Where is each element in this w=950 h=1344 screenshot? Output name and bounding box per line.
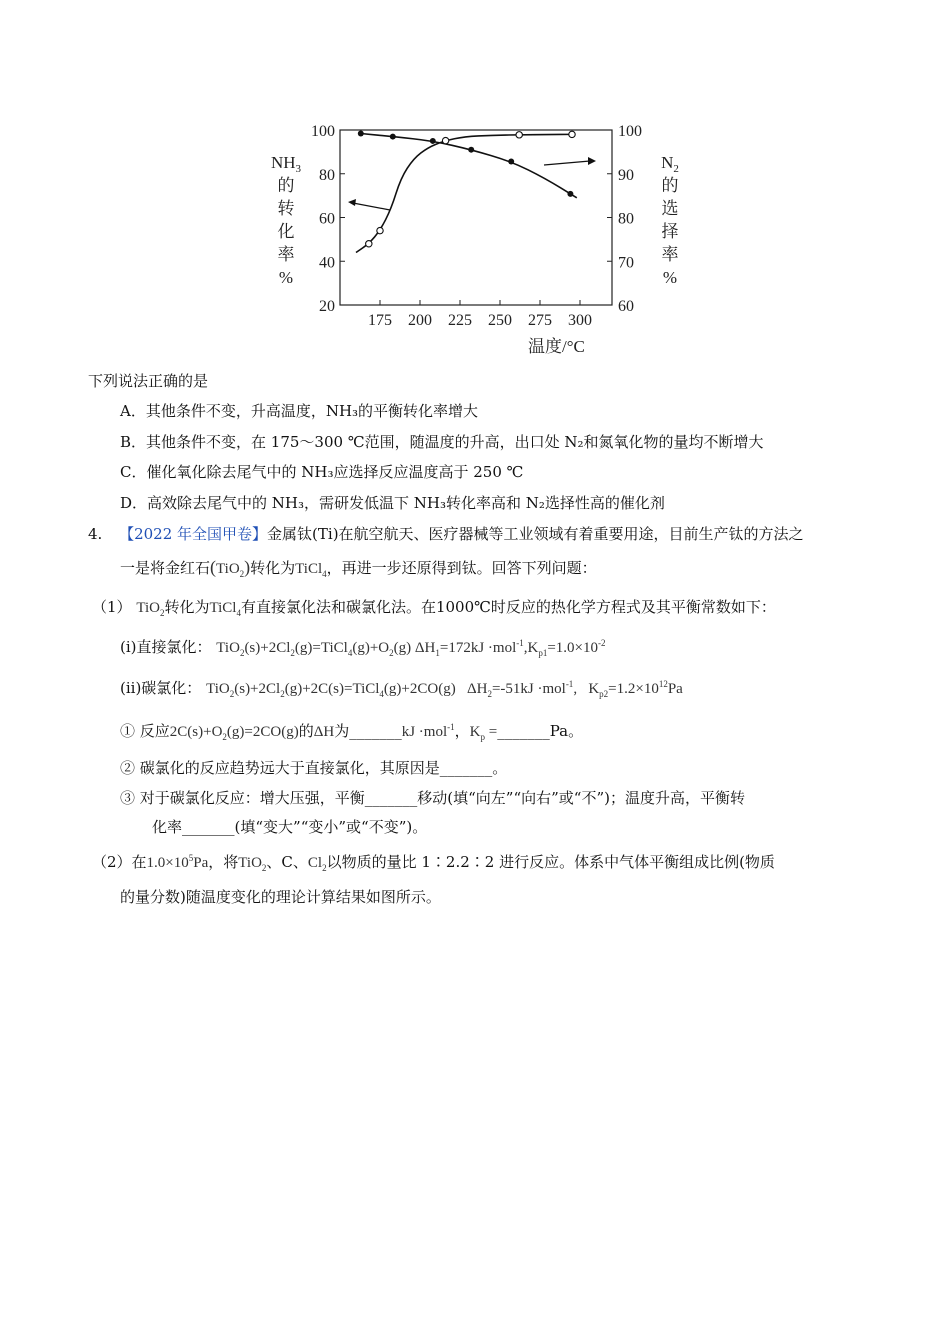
- left-arrow-head: [348, 199, 356, 206]
- axis-label-subscript: 3: [295, 163, 302, 175]
- filled-marker: [468, 147, 474, 153]
- right-arrow-head: [588, 157, 596, 165]
- q4-intro-2b: 转化为: [250, 559, 296, 577]
- part2-line2: 的量分数)随温度变化的理论计算结果如图所示。: [120, 888, 441, 906]
- left-tick-label: 40: [319, 254, 335, 272]
- axis-label-char: 选: [661, 199, 679, 218]
- axis-label-char: 的: [661, 176, 679, 195]
- option-b: B．其他条件不变，在 175～300 ℃范围，随温度的升高，出口处 N₂和氮氧化物的量均不断增大: [120, 433, 764, 451]
- p2-label: （2）在: [92, 853, 147, 871]
- q4-number: 4.: [88, 525, 103, 543]
- x-axis-label: 温度/°C: [528, 337, 585, 356]
- axis-label-char: 的: [277, 176, 295, 195]
- part2-line1: （2）在$1.0\times 10^5Pa$，将TiO$_2$、C、$Cl_2$以物质的量比 1∶2.2∶2 进行反应。体系中气体平衡组成比例(物质: [92, 853, 775, 873]
- series-lines: [356, 134, 577, 253]
- filled-marker: [567, 191, 573, 197]
- axis-label-char: 择: [661, 222, 679, 241]
- p1-label: （1）: [92, 598, 132, 616]
- left-tick-label: 20: [319, 298, 335, 315]
- q4-intro-2a: 一是将金红石: [120, 559, 211, 577]
- plot-border: [340, 130, 612, 305]
- p1-text-b: 有直接氯化法和碳氯化法。在1000℃时反应的热化学方程式及其平衡常数如下：: [240, 598, 776, 616]
- series-markers: [358, 131, 575, 247]
- x-tick-label: 200: [408, 312, 432, 329]
- x-tick-label: 250: [488, 312, 512, 329]
- open-marker: [569, 131, 575, 137]
- axis-label-char: 化: [277, 222, 295, 241]
- c1-d: ，: [454, 722, 470, 740]
- axis-arrows: [348, 157, 596, 210]
- axis-label-subscript: 2: [673, 163, 679, 175]
- open-marker: [366, 241, 372, 247]
- open-marker: [442, 137, 448, 143]
- q4-intro-line1: [88, 523, 804, 545]
- sub-question-3-line2: 化率_______(填“变大”“变小”或“不变”)。: [152, 818, 428, 836]
- source-tag: 【2022 年全国甲卷】: [119, 525, 268, 543]
- sub-question-2: ② 碳氯化的反应趋势远大于直接氯化，其原因是_______。: [120, 759, 508, 777]
- filled-marker: [390, 134, 396, 140]
- q4-intro-1: 金属钛(Ti)在航空航天、医疗器械等工业领域有着重要用途，目前生产钛的方法之: [267, 525, 804, 543]
- left-tick-label: 80: [319, 166, 335, 184]
- axis-label-char: 转: [277, 199, 295, 218]
- right-arrow-shaft: [544, 161, 590, 165]
- option-c: C．催化氧化除去尾气中的 NH₃应选择反应温度高于 250 ℃: [120, 463, 524, 481]
- x-tick-label: 275: [528, 312, 552, 329]
- c1-c: 为_______: [334, 722, 402, 740]
- right-tick-label: 60: [618, 298, 634, 315]
- right-axis-label: [661, 153, 679, 287]
- right-tick-label: 70: [618, 254, 634, 272]
- p2-a: ，将: [208, 853, 239, 871]
- p2-b: 、C、: [266, 853, 308, 871]
- right-tick-label: 100: [618, 123, 642, 140]
- i-label: (i)直接氯化：: [120, 638, 212, 656]
- p2-c: 以物质的量比 1∶2.2∶2 进行反应。体系中气体平衡组成比例(物质: [326, 853, 775, 871]
- option-d: D．高效除去尾气中的 NH₃，需研发低温下 NH₃转化率高和 N₂选择性高的催化剂: [120, 494, 665, 512]
- x-tick-label: 175: [368, 312, 392, 329]
- x-tick-label: 225: [448, 312, 472, 329]
- c1-e: _______Pa。: [497, 722, 584, 740]
- left-tick-label: 60: [319, 210, 335, 228]
- axis-label-char: $NH_3$: [270, 153, 302, 175]
- c1-a: ① 反应: [120, 722, 170, 740]
- axis-label-char: %: [662, 268, 678, 287]
- right-tick-label: 80: [618, 210, 634, 228]
- axis-label-char: %: [278, 268, 294, 287]
- axis-label-char: 率: [661, 245, 679, 264]
- ii-label: (ii)碳氯化：: [120, 679, 202, 697]
- option-a: A．其他条件不变，升高温度，NH₃的平衡转化率增大: [120, 402, 479, 420]
- filled-marker: [358, 131, 364, 137]
- series-line-1: [361, 134, 577, 198]
- left-axis-label: [271, 153, 302, 287]
- plot-frame: [340, 130, 612, 305]
- carbochlorination-eq: (ii)碳氯化： $TiO_2(s)+2Cl_2(g)+2C(s)=TiCl_4(g)+2CO(g)$ $\Delta H_2=-51kJ \cdot mol^{-1}$, $K_{p2}=1.2\times 10^{12}Pa$: [120, 679, 683, 699]
- filled-marker: [430, 138, 436, 144]
- direct-chlorination-eq: (i)直接氯化： $TiO_2(s)+2Cl_2(g)=TiCl_4(g)+O_2(g)$ $\Delta H_1=172kJ \cdot mol^{-1},K_{p1}=1.0\times 10^{-2}$: [120, 638, 606, 658]
- open-marker: [377, 227, 383, 233]
- sub-question-3-line1: ③ 对于碳氯化反应：增大压强，平衡_______移动(填“向左”“向右”或“不”)；温度升高，平衡转: [120, 789, 745, 807]
- axis-ticks: [311, 123, 642, 329]
- right-tick-label: 90: [618, 166, 634, 184]
- axis-label-char: 率: [277, 245, 295, 264]
- part1-line: （1） TiO$_2$转化为TiCl$_4$有直接氯化法和碳氯化法。在1000℃时反应的热化学方程式及其平衡常数如下：: [92, 598, 776, 618]
- nh3-n2-chart: [250, 110, 690, 360]
- q4-intro-line2: 一是将金红石(TiO$_2$)转化为TiCl$_4$，再进一步还原得到钛。回答下列问题：: [120, 557, 597, 579]
- c1-b: 的: [298, 722, 314, 740]
- axis-label-char: $N_2$: [661, 153, 679, 175]
- x-tick-label: 300: [568, 312, 592, 329]
- left-arrow-shaft: [353, 203, 390, 210]
- q3-prompt: 下列说法正确的是: [88, 372, 209, 390]
- filled-marker: [508, 159, 514, 165]
- q4-intro-2c: ，再进一步还原得到钛。回答下列问题：: [326, 559, 597, 577]
- series-line-0: [356, 134, 572, 252]
- sub-question-1: ① 反应$2C(s)+O_2(g)=2CO(g)$的ΔH为_______kJ ·mol$^{-1}$，$K_p$ =_______Pa。: [120, 722, 584, 742]
- left-tick-label: 100: [311, 123, 335, 140]
- p1-text-a: 转化为: [164, 598, 210, 616]
- open-marker: [516, 132, 522, 138]
